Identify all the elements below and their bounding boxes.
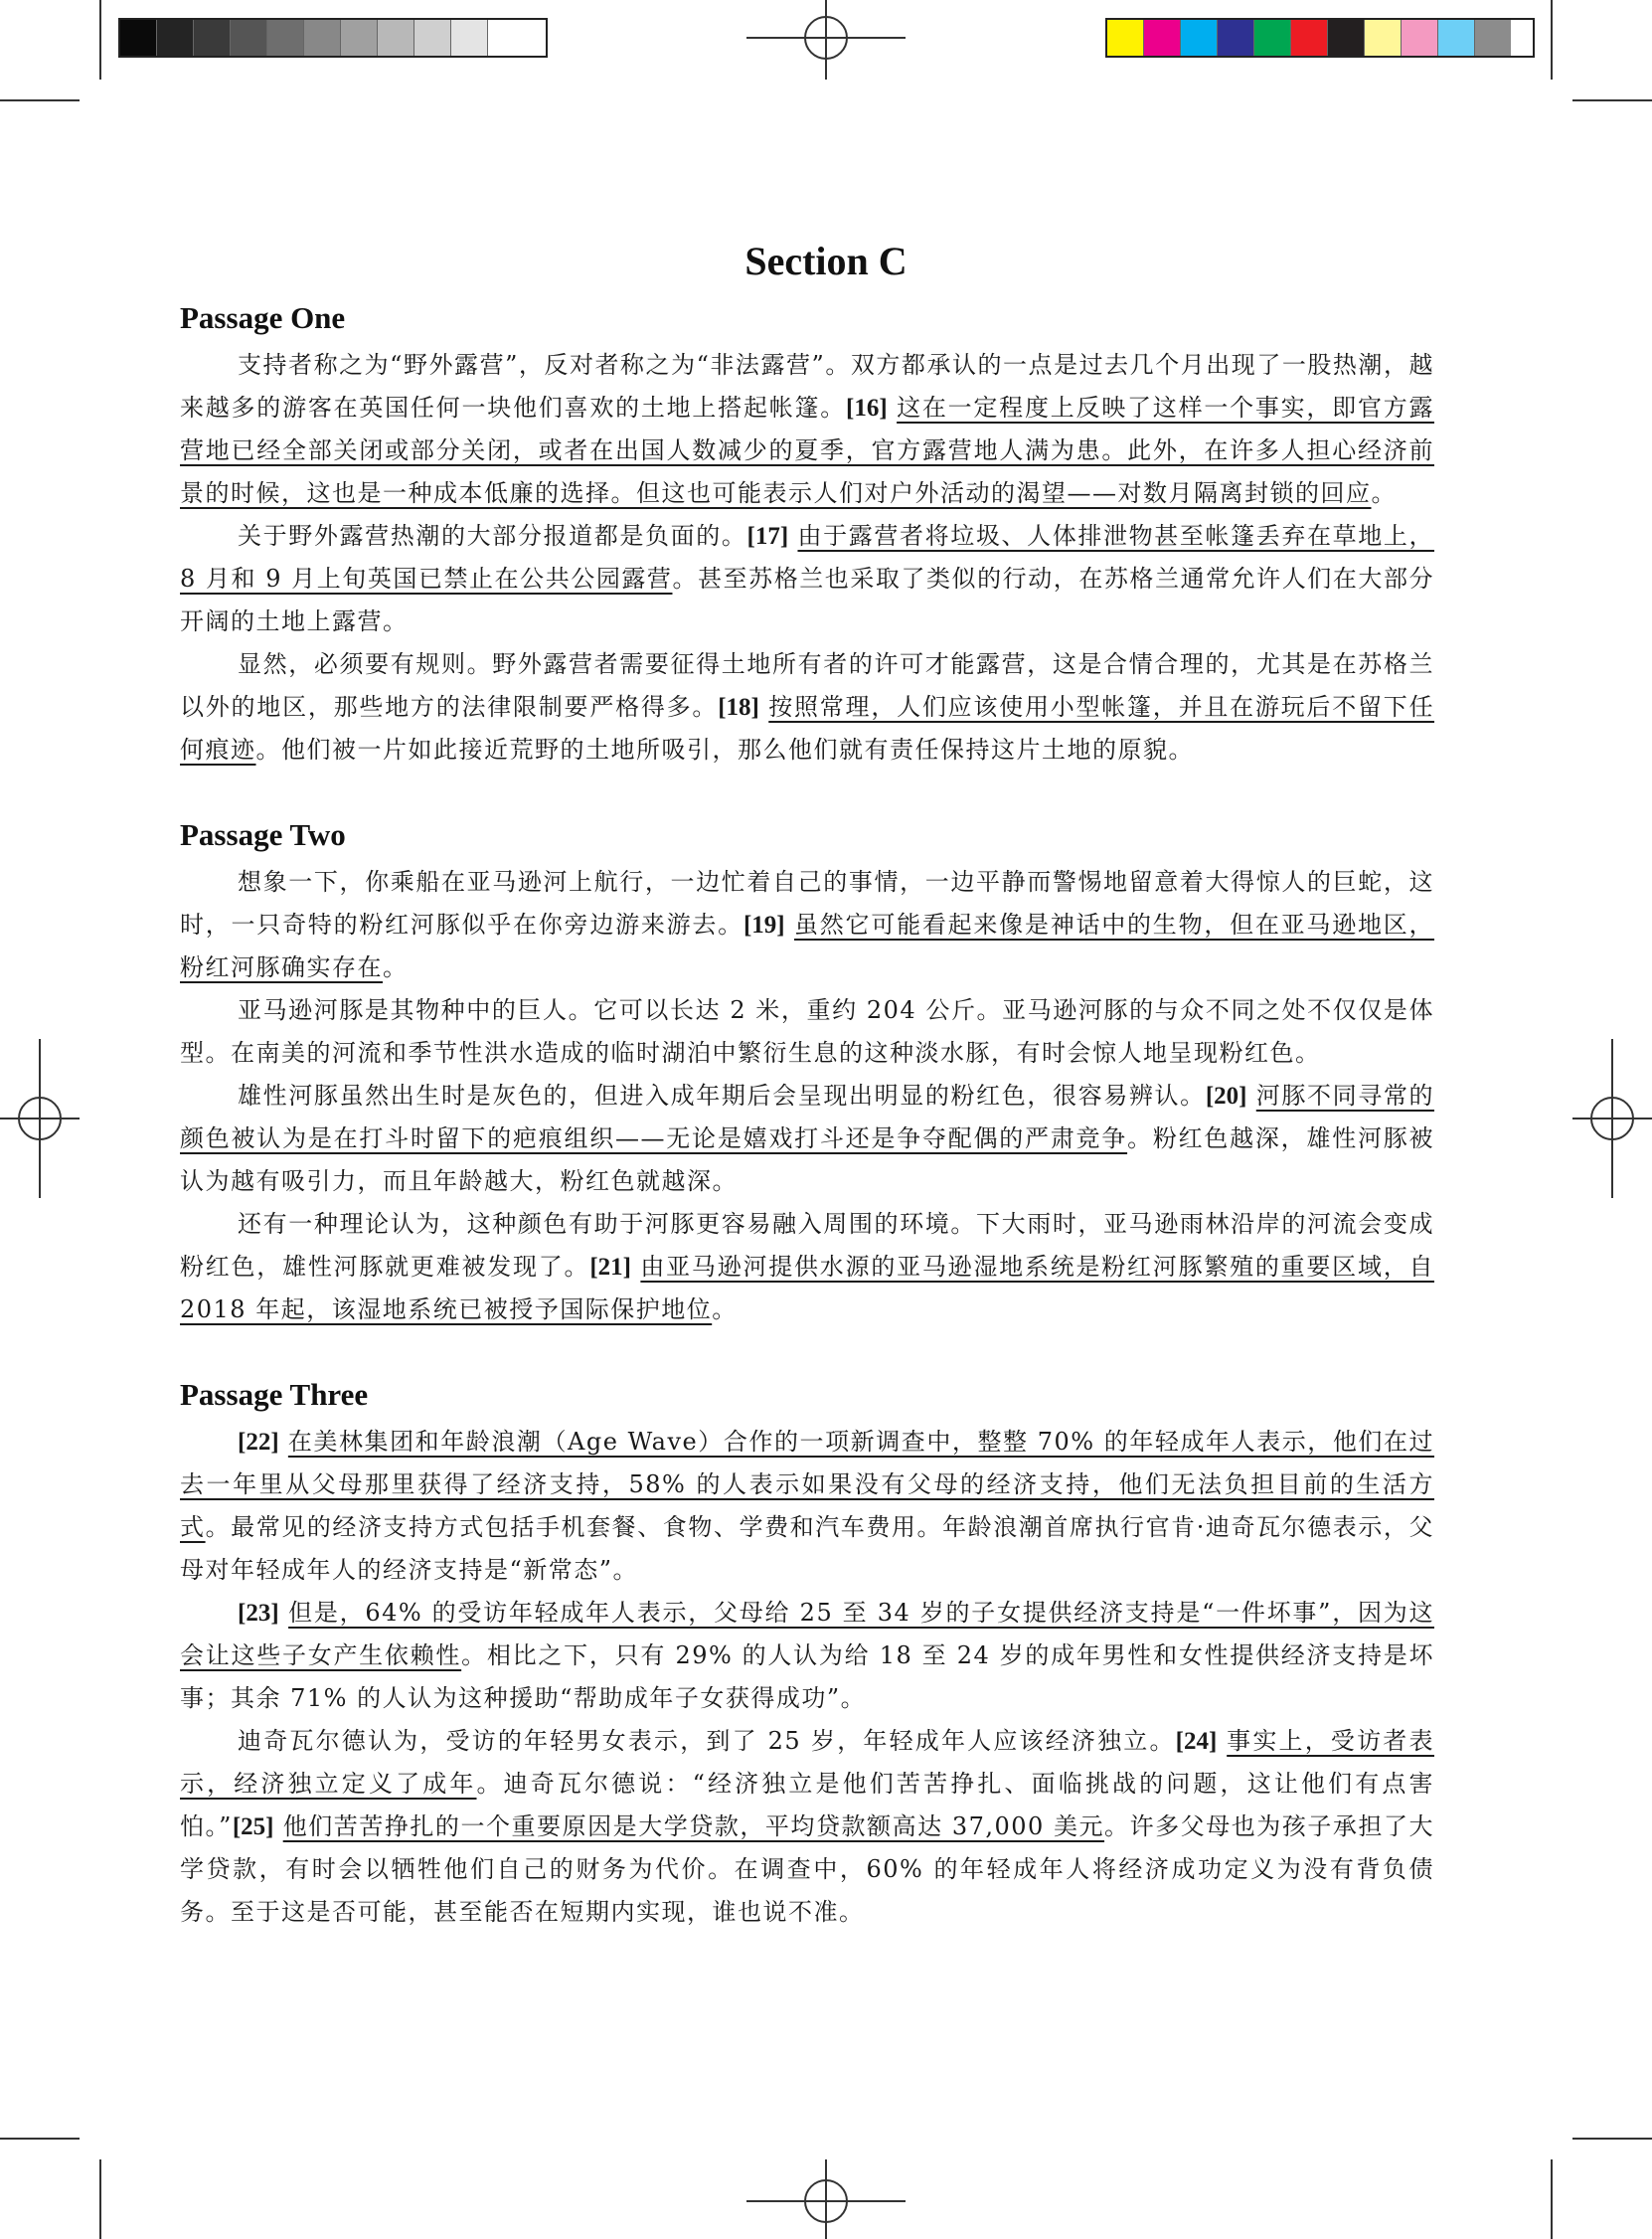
color-swatch [1291,20,1328,56]
paragraph-text [274,1812,283,1840]
question-number: [25] [232,1813,274,1840]
paragraph-text: 。 [712,1295,738,1323]
color-swatch [1475,20,1511,56]
crop-mark [99,0,101,80]
color-swatch [414,20,451,56]
paragraph-text: 。相比之下，只有 29% 的人认为给 18 至 24 岁的成年男性和女性提供经济支持是坏事；其余 71% 的人认为这种援助“帮助成年子女获得成功”。 [180,1641,1435,1712]
color-swatch [1254,20,1291,56]
passage [180,1375,1434,1934]
paragraph [180,989,1434,1075]
crop-mark [1551,0,1553,80]
paragraph-text: 想象一下，你乘船在亚马逊河上航行，一边忙着自己的事情，一边平静而警惕地留意着大得惊人的巨蛇，这时，一只奇特的粉红河豚似乎在你旁边游来游去。 [180,868,1434,939]
passage-heading: Passage Three [180,1377,369,1412]
paragraph-text: 显然，必须要有规则。野外露营者需要征得土地所有者的许可才能露营，这是合情合理的，尤其是在苏格兰以外的地区，那些地方的法律限制要严格得多。 [180,650,1434,721]
answer-text: 由亚马逊河提供水源的亚马逊湿地系统是粉红河豚繁殖的重要区域，自 2018 年起，该湿地系统已被授予国际保护地位 [180,1253,1434,1323]
crop-mark [99,2159,101,2239]
color-swatch [1107,20,1144,56]
paragraph [180,1203,1434,1331]
question-number: [17] [746,523,789,550]
answer-text: 但是，64% 的受访年轻成年人表示，父母给 25 至 34 岁的子女提供经济支持是“一件坏事”，因为这会让这些子女产生依赖性 [180,1599,1434,1669]
paragraph-text [888,394,897,422]
page-title: Section C [744,238,908,283]
color-swatch [231,20,267,56]
paragraph-text [279,1599,288,1627]
color-calibration-bar [1105,18,1535,58]
question-number: [19] [743,912,785,939]
question-number: [20] [1205,1083,1247,1110]
paragraph-text [785,911,794,939]
color-swatch [451,20,488,56]
answer-text: 由于露营者将垃圾、人体排泄物甚至帐篷丢弃在草地上，8 月和 9 月上旬英国已禁止在公共公园露营 [180,522,1435,593]
color-swatch [488,20,524,56]
question-number: [21] [589,1254,631,1281]
paragraph [180,861,1434,989]
color-swatch [304,20,341,56]
crop-mark [1572,2138,1652,2140]
color-swatch [1218,20,1254,56]
answer-text: 他们苦苦挣扎的一个重要原因是大学贷款，平均贷款额高达 37,000 美元 [282,1812,1105,1840]
passages-container [180,298,1434,1978]
color-swatch [1438,20,1475,56]
question-number: [23] [238,1600,279,1627]
answer-text: 这在一定程度上反映了这样一个事实，即官方露营地已经全部关闭或部分关闭，或者在出国人数减少的夏季，官方露营地人满为患。此外，在许多人担心经济前景的时候，这也是一种成本低廉的选择。但这也可能表示人们对户外活动的渴望——对数月隔离封锁的回应 [180,394,1434,507]
answer-text: 河豚不同寻常的颜色被认为是在打斗时留下的疤痕组织——无论是嬉戏打斗还是争夺配偶的严肃竞争 [180,1082,1435,1152]
color-swatch [1402,20,1438,56]
crop-mark [0,2138,80,2140]
paragraph-text: 。许多父母也为孩子承担了大学贷款，有时会以牺牲他们自己的财务为代价。在调查中，60% 的年轻成年人将经济成功定义为没有背负债务。至于这是否可能，甚至能否在短期内实现，谁也说不准。 [180,1812,1434,1926]
answer-text: 按照常理，人们应该使用小型帐篷，并且在游玩后不留下任何痕迹 [180,693,1435,764]
color-swatch [378,20,414,56]
paragraph-text: 。 [383,953,409,981]
paragraph-text [1217,1727,1227,1755]
paragraph-text: 。粉红色越深，雄性河豚被认为越有吸引力，而且年龄越大，粉红色就越深。 [180,1124,1435,1195]
paragraph-text: 亚马逊河豚是其物种中的巨人。它可以长达 2 米，重约 204 公斤。亚马逊河豚的与众不同之处不仅仅是体型。在南美的河流和季节性洪水造成的临时湖泊中繁衍生息的这种淡水豚，有时会惊人地呈现粉红色。 [180,996,1434,1067]
color-swatch [1181,20,1218,56]
paragraph-text [631,1253,640,1281]
color-swatch [120,20,157,56]
paragraph-text: 关于野外露营热潮的大部分报道都是负面的。 [238,522,747,550]
paragraph [180,1075,1434,1203]
passage-heading: Passage One [180,300,346,335]
crop-mark [1572,99,1652,101]
paragraph-text: 迪奇瓦尔德认为，受访的年轻男女表示，到了 25 岁，年轻成年人应该经济独立。 [238,1727,1176,1755]
answer-text: 在美林集团和年龄浪潮（Age Wave）合作的一项新调查中，整整 70% 的年轻成年人表示，他们在过去一年里从父母那里获得了经济支持，58% 的人表示如果没有父母的经济支持，他们无法负担目前的生活方式 [180,1428,1435,1541]
paragraph [180,344,1434,515]
paragraph-text: 雄性河豚虽然出生时是灰色的，但进入成年期后会呈现出明显的粉红色，很容易辨认。 [238,1082,1206,1110]
paragraph [180,1421,1434,1592]
paragraph [180,515,1434,643]
color-swatch [194,20,231,56]
passage [180,815,1434,1331]
crop-mark [0,99,80,101]
answer-text: 虽然它可能看起来像是神话中的生物，但在亚马逊地区，粉红河豚确实存在 [180,911,1435,981]
paragraph-text: 还有一种理论认为，这种颜色有助于河豚更容易融入周围的环境。下大雨时，亚马逊雨林沿岸的河流会变成粉红色，雄性河豚就更难被发现了。 [180,1210,1434,1281]
color-swatch [1365,20,1402,56]
paragraph-text: 。迪奇瓦尔德说：“经济独立是他们苦苦挣扎、面临挑战的问题，这让他们有点害怕。” [180,1770,1434,1840]
crop-mark [1551,2159,1553,2239]
paragraph [180,1592,1434,1720]
color-swatch [157,20,194,56]
paragraph-text: 。 [1371,479,1397,507]
color-swatch [341,20,378,56]
color-swatch [267,20,304,56]
paragraph-text [759,693,768,721]
paragraph-text: 支持者称之为“野外露营”，反对者称之为“非法露营”。双方都承认的一点是过去几个月出现了一股热潮，越来越多的游客在英国任何一块他们喜欢的土地上搭起帐篷。 [180,351,1434,422]
color-swatch [1328,20,1365,56]
paragraph-text: 。甚至苏格兰也采取了类似的行动，在苏格兰通常允许人们在大部分开阔的土地上露营。 [180,565,1434,635]
color-swatch [1144,20,1181,56]
passage-heading: Passage Two [180,817,346,852]
answer-text: 事实上，受访者表示，经济独立定义了成年 [180,1727,1434,1798]
grayscale-calibration-bar [118,18,548,58]
paragraph [180,643,1434,772]
passage [180,298,1434,772]
paragraph-text: 。他们被一片如此接近荒野的土地所吸引，那么他们就有责任保持这片土地的原貌。 [255,736,1194,764]
question-number: [22] [238,1429,279,1456]
question-number: [18] [718,694,759,721]
question-number: [24] [1175,1728,1218,1755]
paragraph-text: 。最常见的经济支持方式包括手机套餐、食物、学费和汽车费用。年龄浪潮首席执行官肯·迪奇瓦尔德表示，父母对年轻成年人的经济支持是“新常态”。 [180,1513,1434,1584]
paragraph-text [1246,1082,1255,1110]
paragraph-text [279,1428,288,1456]
question-number: [16] [846,395,888,422]
paragraph [180,1720,1434,1934]
